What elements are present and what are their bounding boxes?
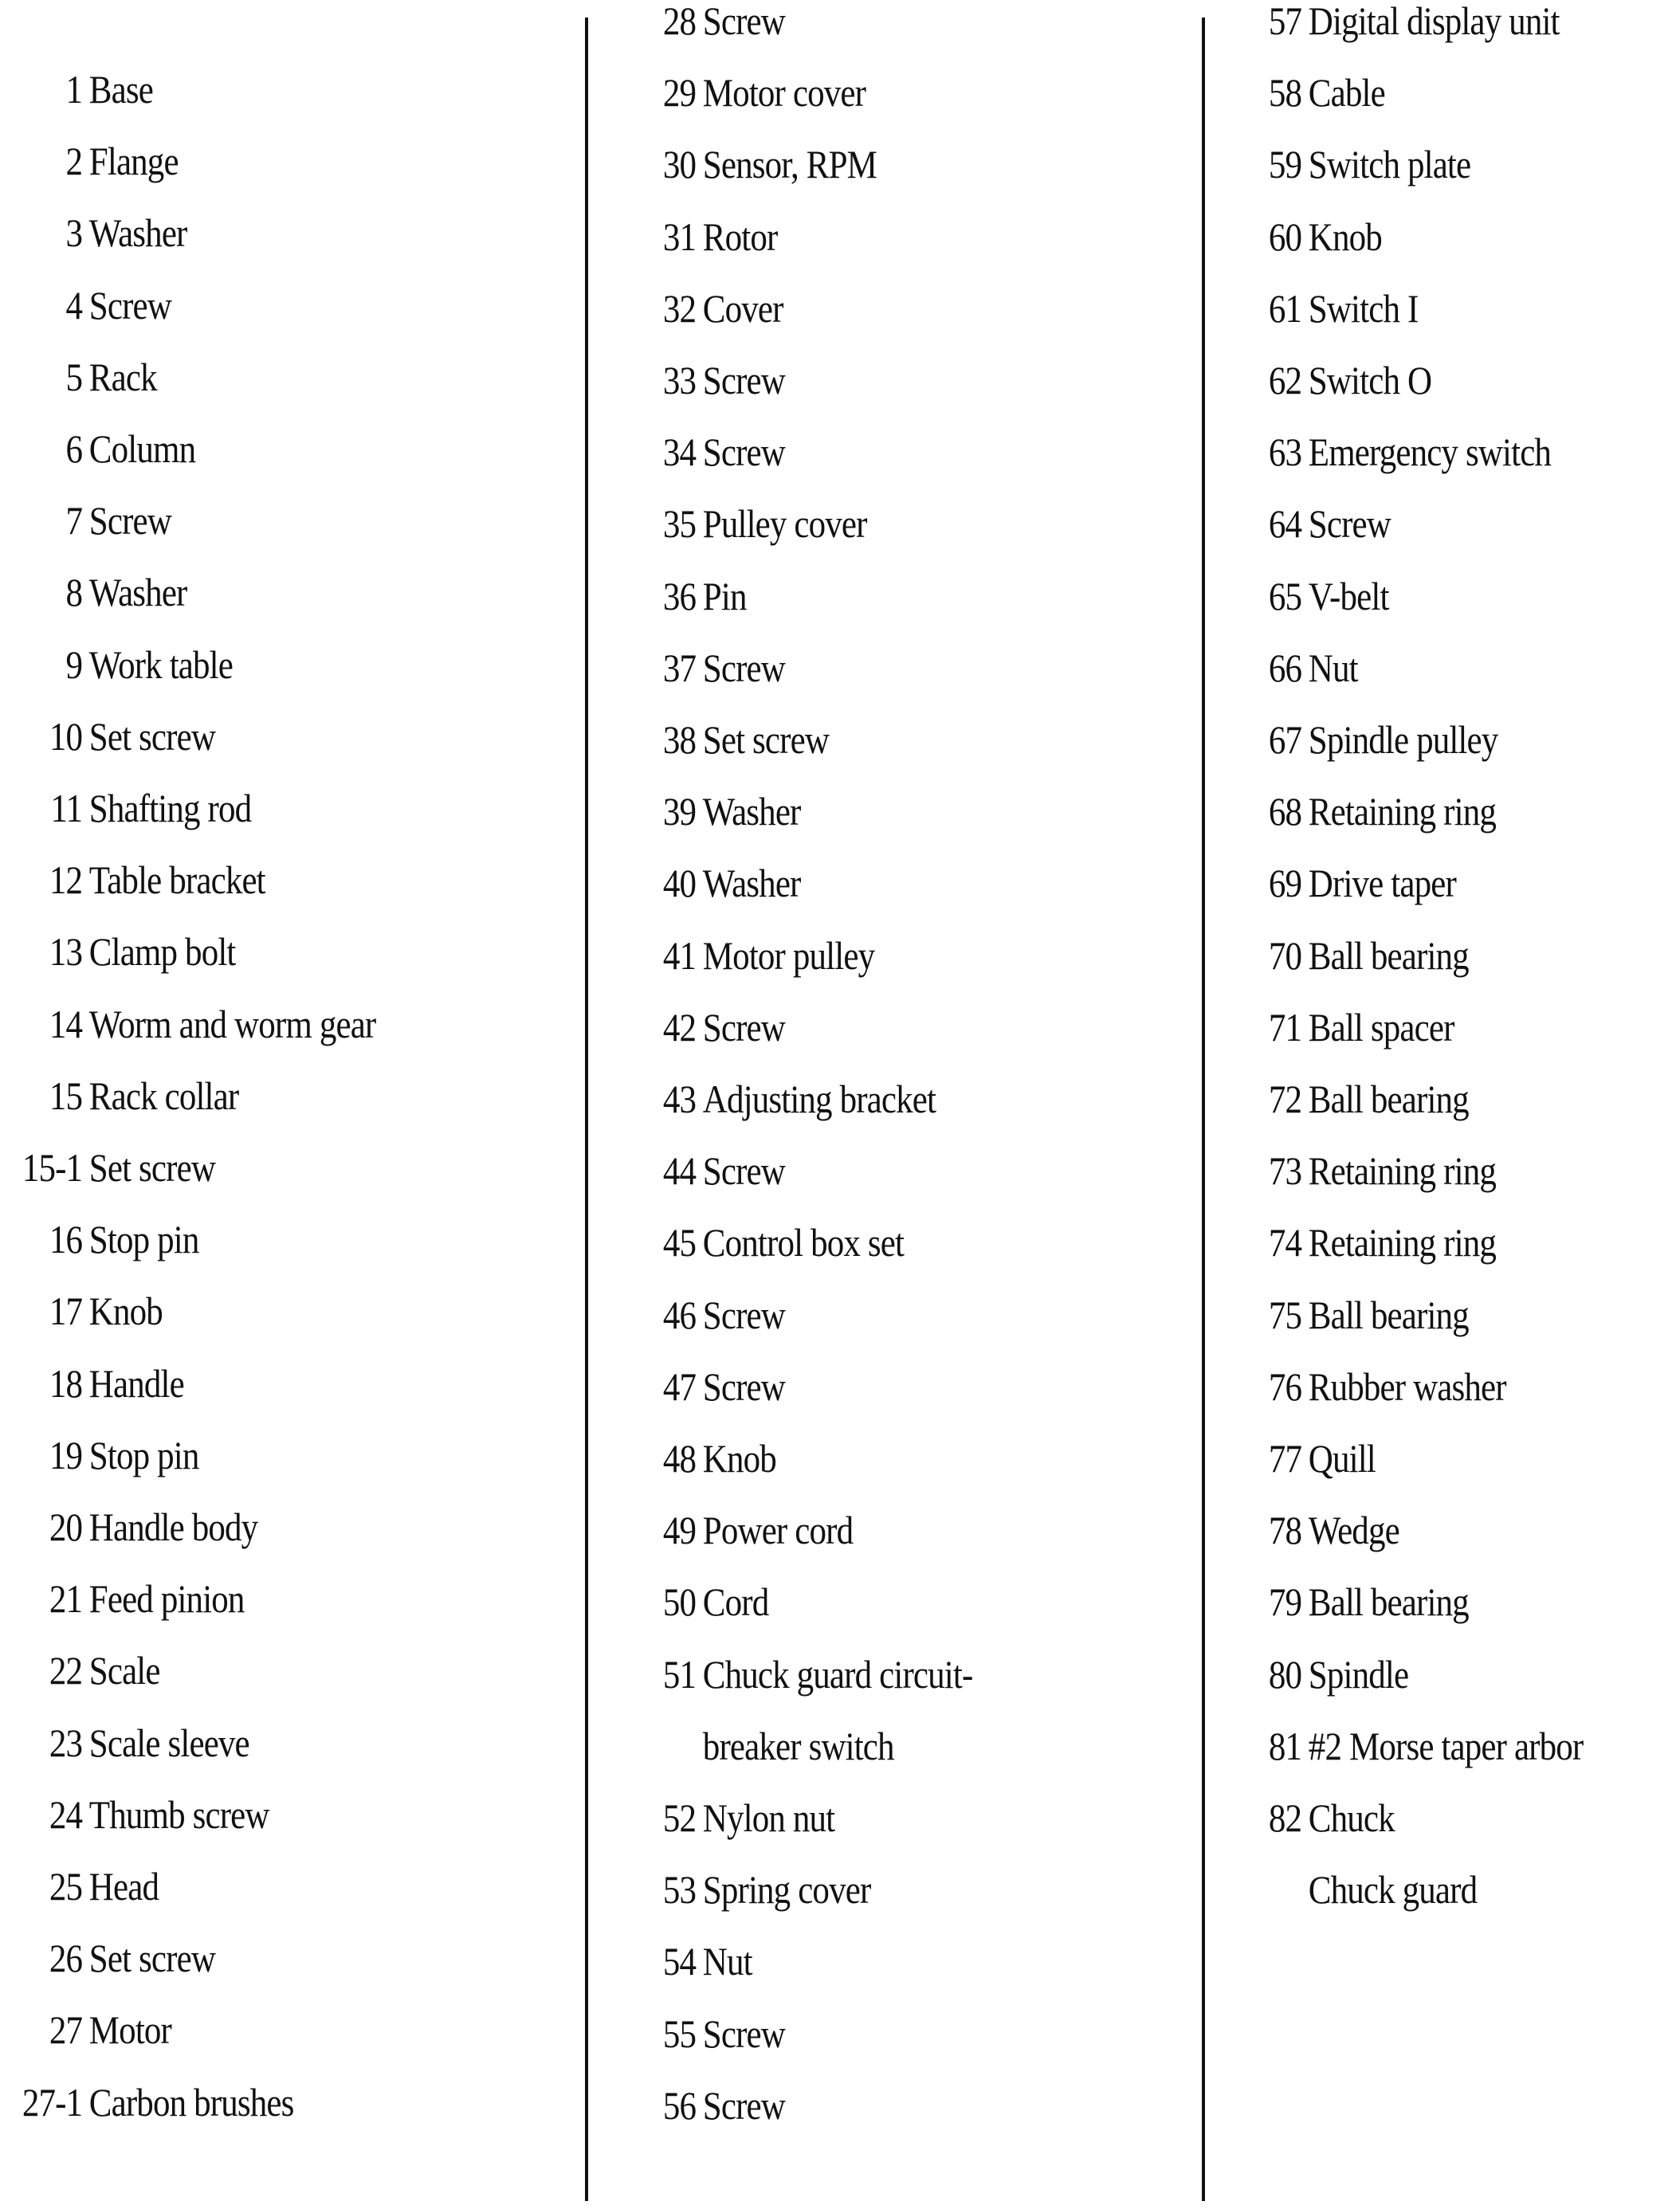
part-number: 21 bbox=[49, 1576, 83, 1622]
part-number: 77 bbox=[1268, 1436, 1302, 1481]
part-label: Chuck guard circuit- bbox=[702, 1651, 973, 1697]
part-label: Ball bearing bbox=[1308, 1292, 1469, 1337]
part-label: Cord bbox=[702, 1579, 769, 1625]
part-label: Nut bbox=[702, 1939, 752, 1984]
part-label: Screw bbox=[702, 358, 785, 402]
part-number: 33 bbox=[662, 358, 697, 402]
part-label: Screw bbox=[702, 430, 785, 475]
part-label: Spring cover bbox=[702, 1867, 871, 1913]
part-label: Scale bbox=[88, 1648, 160, 1693]
part-label: Nut bbox=[1308, 645, 1358, 690]
part-label: Ball spacer bbox=[1308, 1004, 1454, 1050]
part-number: 24 bbox=[49, 1791, 83, 1837]
part-label: V-belt bbox=[1308, 573, 1389, 618]
part-number: 49 bbox=[662, 1508, 697, 1553]
part-label: Screw bbox=[702, 645, 785, 690]
part-label: Wedge bbox=[1308, 1508, 1399, 1553]
part-number: 36 bbox=[662, 573, 697, 618]
part-label: Rack collar bbox=[88, 1073, 239, 1118]
part-number: 68 bbox=[1268, 789, 1302, 834]
part-number: 17 bbox=[49, 1289, 83, 1334]
part-label: Work table bbox=[88, 642, 233, 687]
part-number: 82 bbox=[1268, 1795, 1302, 1840]
part-label: Digital display unit bbox=[1308, 0, 1560, 43]
part-number: 38 bbox=[662, 717, 697, 762]
part-label: Motor cover bbox=[702, 70, 866, 116]
parts-column-3 bbox=[1219, 0, 1680, 2209]
part-number: 80 bbox=[1268, 1651, 1302, 1697]
part-number: 22 bbox=[49, 1648, 83, 1693]
part-label: Screw bbox=[702, 2011, 785, 2056]
part-label: Carbon brushes bbox=[88, 2079, 294, 2125]
part-number: 16 bbox=[49, 1217, 83, 1262]
part-label: #2 Morse taper arbor bbox=[1308, 1723, 1584, 1768]
part-number: 26 bbox=[49, 1936, 83, 1981]
part-label: breaker switch bbox=[702, 1723, 894, 1768]
part-label: Flange bbox=[88, 139, 179, 184]
part-number: 32 bbox=[662, 285, 697, 331]
part-number: 23 bbox=[49, 1720, 83, 1765]
part-number: 18 bbox=[49, 1360, 83, 1406]
part-number: 60 bbox=[1268, 214, 1302, 259]
part-label: Power cord bbox=[702, 1508, 854, 1553]
part-number: 81 bbox=[1268, 1723, 1302, 1768]
part-label: Column bbox=[88, 426, 196, 471]
part-number: 65 bbox=[1268, 573, 1302, 618]
part-number: 74 bbox=[1268, 1220, 1302, 1265]
part-label: Spindle pulley bbox=[1308, 717, 1498, 762]
part-label: Ball bearing bbox=[1308, 1077, 1469, 1121]
part-label: Sensor, RPM bbox=[702, 142, 877, 187]
part-label: Table bracket bbox=[88, 857, 265, 903]
part-label: Quill bbox=[1308, 1436, 1376, 1481]
part-number: 54 bbox=[662, 1939, 697, 1984]
part-label: Set screw bbox=[702, 717, 830, 762]
part-number: 2 bbox=[65, 139, 83, 184]
part-number: 9 bbox=[65, 642, 83, 687]
part-number: 75 bbox=[1268, 1292, 1302, 1337]
part-number: 5 bbox=[65, 354, 83, 399]
part-number: 34 bbox=[662, 430, 697, 475]
part-label: Handle body bbox=[88, 1505, 258, 1549]
part-number: 53 bbox=[662, 1867, 697, 1913]
part-number: 61 bbox=[1268, 285, 1302, 331]
part-number: 69 bbox=[1268, 861, 1302, 906]
part-label: Knob bbox=[88, 1289, 163, 1334]
column-divider-1 bbox=[585, 18, 588, 2201]
part-label: Switch I bbox=[1308, 285, 1419, 331]
part-label: Screw bbox=[702, 0, 785, 43]
part-label: Switch O bbox=[1308, 358, 1432, 402]
part-label: Chuck guard bbox=[1308, 1867, 1478, 1913]
part-label: Motor bbox=[88, 2007, 171, 2053]
part-number: 66 bbox=[1268, 645, 1302, 690]
part-number: 40 bbox=[662, 861, 697, 906]
part-number: 28 bbox=[662, 0, 697, 43]
part-label: Washer bbox=[88, 210, 187, 256]
part-label: Stop pin bbox=[88, 1217, 199, 1262]
part-number: 14 bbox=[49, 1001, 83, 1046]
part-number: 11 bbox=[50, 786, 83, 830]
part-label: Head bbox=[88, 1864, 159, 1909]
part-number: 27-1 bbox=[22, 2079, 83, 2125]
part-label: Screw bbox=[88, 498, 171, 543]
part-number: 31 bbox=[662, 214, 697, 259]
part-label: Screw bbox=[702, 1148, 785, 1194]
part-label: Control box set bbox=[702, 1220, 905, 1265]
part-number: 51 bbox=[662, 1651, 697, 1697]
part-label: Pulley cover bbox=[702, 501, 867, 547]
part-label: Motor pulley bbox=[702, 932, 875, 978]
part-number: 15 bbox=[49, 1073, 83, 1118]
part-number: 10 bbox=[49, 713, 83, 759]
part-number: 19 bbox=[49, 1432, 83, 1477]
part-label: Retaining ring bbox=[1308, 1148, 1496, 1194]
parts-column-1 bbox=[0, 0, 590, 2209]
part-label: Stop pin bbox=[88, 1432, 199, 1477]
part-number: 44 bbox=[662, 1148, 697, 1194]
part-number: 6 bbox=[65, 426, 83, 471]
part-number: 72 bbox=[1268, 1077, 1302, 1121]
part-label: Nylon nut bbox=[702, 1795, 835, 1840]
part-label: Retaining ring bbox=[1308, 1220, 1496, 1265]
part-label: Clamp bolt bbox=[88, 929, 236, 975]
part-number: 20 bbox=[49, 1505, 83, 1549]
part-number: 27 bbox=[49, 2007, 83, 2053]
part-label: Cover bbox=[702, 285, 783, 331]
part-number: 39 bbox=[662, 789, 697, 834]
part-number: 29 bbox=[662, 70, 697, 116]
part-number: 48 bbox=[662, 1436, 697, 1481]
part-number: 76 bbox=[1268, 1363, 1302, 1409]
part-label: Washer bbox=[702, 861, 801, 906]
part-label: Set screw bbox=[88, 1936, 216, 1981]
part-label: Screw bbox=[88, 282, 171, 328]
part-label: Pin bbox=[702, 573, 747, 618]
part-label: Cable bbox=[1308, 70, 1385, 116]
part-number: 46 bbox=[662, 1292, 697, 1337]
part-number: 58 bbox=[1268, 70, 1302, 116]
part-label: Rubber washer bbox=[1308, 1363, 1506, 1409]
part-number: 8 bbox=[65, 570, 83, 615]
part-number: 78 bbox=[1268, 1508, 1302, 1553]
part-number: 35 bbox=[662, 501, 697, 547]
part-number: 4 bbox=[65, 282, 83, 328]
part-number: 50 bbox=[662, 1579, 697, 1625]
part-label: Emergency switch bbox=[1308, 430, 1552, 475]
column-divider-2 bbox=[1202, 18, 1205, 2201]
part-label: Screw bbox=[702, 1292, 785, 1337]
part-label: Knob bbox=[702, 1436, 776, 1481]
part-label: Screw bbox=[1308, 501, 1391, 547]
part-number: 25 bbox=[49, 1864, 83, 1909]
part-label: Set screw bbox=[88, 1145, 216, 1190]
part-number: 13 bbox=[49, 929, 83, 975]
part-label: Drive taper bbox=[1308, 861, 1456, 906]
parts-column-2 bbox=[614, 0, 1203, 2209]
part-label: Chuck bbox=[1308, 1795, 1395, 1840]
part-number: 37 bbox=[662, 645, 697, 690]
part-label: Spindle bbox=[1308, 1651, 1409, 1697]
part-number: 73 bbox=[1268, 1148, 1302, 1194]
part-label: Switch plate bbox=[1308, 142, 1471, 187]
part-label: Set screw bbox=[88, 713, 216, 759]
part-number: 63 bbox=[1268, 430, 1302, 475]
part-number: 64 bbox=[1268, 501, 1302, 547]
part-number: 7 bbox=[65, 498, 83, 543]
part-label: Washer bbox=[702, 789, 801, 834]
part-number: 1 bbox=[65, 67, 83, 112]
part-number: 71 bbox=[1268, 1004, 1302, 1050]
part-label: Shafting rod bbox=[88, 786, 252, 830]
part-label: Worm and worm gear bbox=[88, 1001, 376, 1046]
part-label: Rack bbox=[88, 354, 157, 399]
part-label: Handle bbox=[88, 1360, 184, 1406]
part-label: Screw bbox=[702, 2082, 785, 2128]
part-number: 30 bbox=[662, 142, 697, 187]
part-number: 62 bbox=[1268, 358, 1302, 402]
part-number: 79 bbox=[1268, 1579, 1302, 1625]
part-number: 45 bbox=[662, 1220, 697, 1265]
part-label: Knob bbox=[1308, 214, 1382, 259]
part-label: Adjusting bracket bbox=[702, 1077, 936, 1121]
part-label: Scale sleeve bbox=[88, 1720, 249, 1765]
part-label: Base bbox=[88, 67, 153, 112]
part-number: 42 bbox=[662, 1004, 697, 1050]
part-number: 47 bbox=[662, 1363, 697, 1409]
part-number: 70 bbox=[1268, 932, 1302, 978]
part-number: 56 bbox=[662, 2082, 697, 2128]
part-label: Screw bbox=[702, 1004, 785, 1050]
part-number: 67 bbox=[1268, 717, 1302, 762]
part-label: Thumb screw bbox=[88, 1791, 269, 1837]
part-label: Ball bearing bbox=[1308, 1579, 1469, 1625]
part-number: 57 bbox=[1268, 0, 1302, 43]
part-number: 43 bbox=[662, 1077, 697, 1121]
part-label: Ball bearing bbox=[1308, 932, 1469, 978]
part-label: Washer bbox=[88, 570, 187, 615]
part-label: Feed pinion bbox=[88, 1576, 245, 1622]
part-number: 3 bbox=[65, 210, 83, 256]
part-number: 41 bbox=[662, 932, 697, 978]
part-number: 55 bbox=[662, 2011, 697, 2056]
part-label: Rotor bbox=[702, 214, 778, 259]
part-number: 59 bbox=[1268, 142, 1302, 187]
part-number: 52 bbox=[662, 1795, 697, 1840]
part-label: Retaining ring bbox=[1308, 789, 1496, 834]
part-number: 15-1 bbox=[22, 1145, 83, 1190]
part-label: Screw bbox=[702, 1363, 785, 1409]
part-number: 12 bbox=[49, 857, 83, 903]
